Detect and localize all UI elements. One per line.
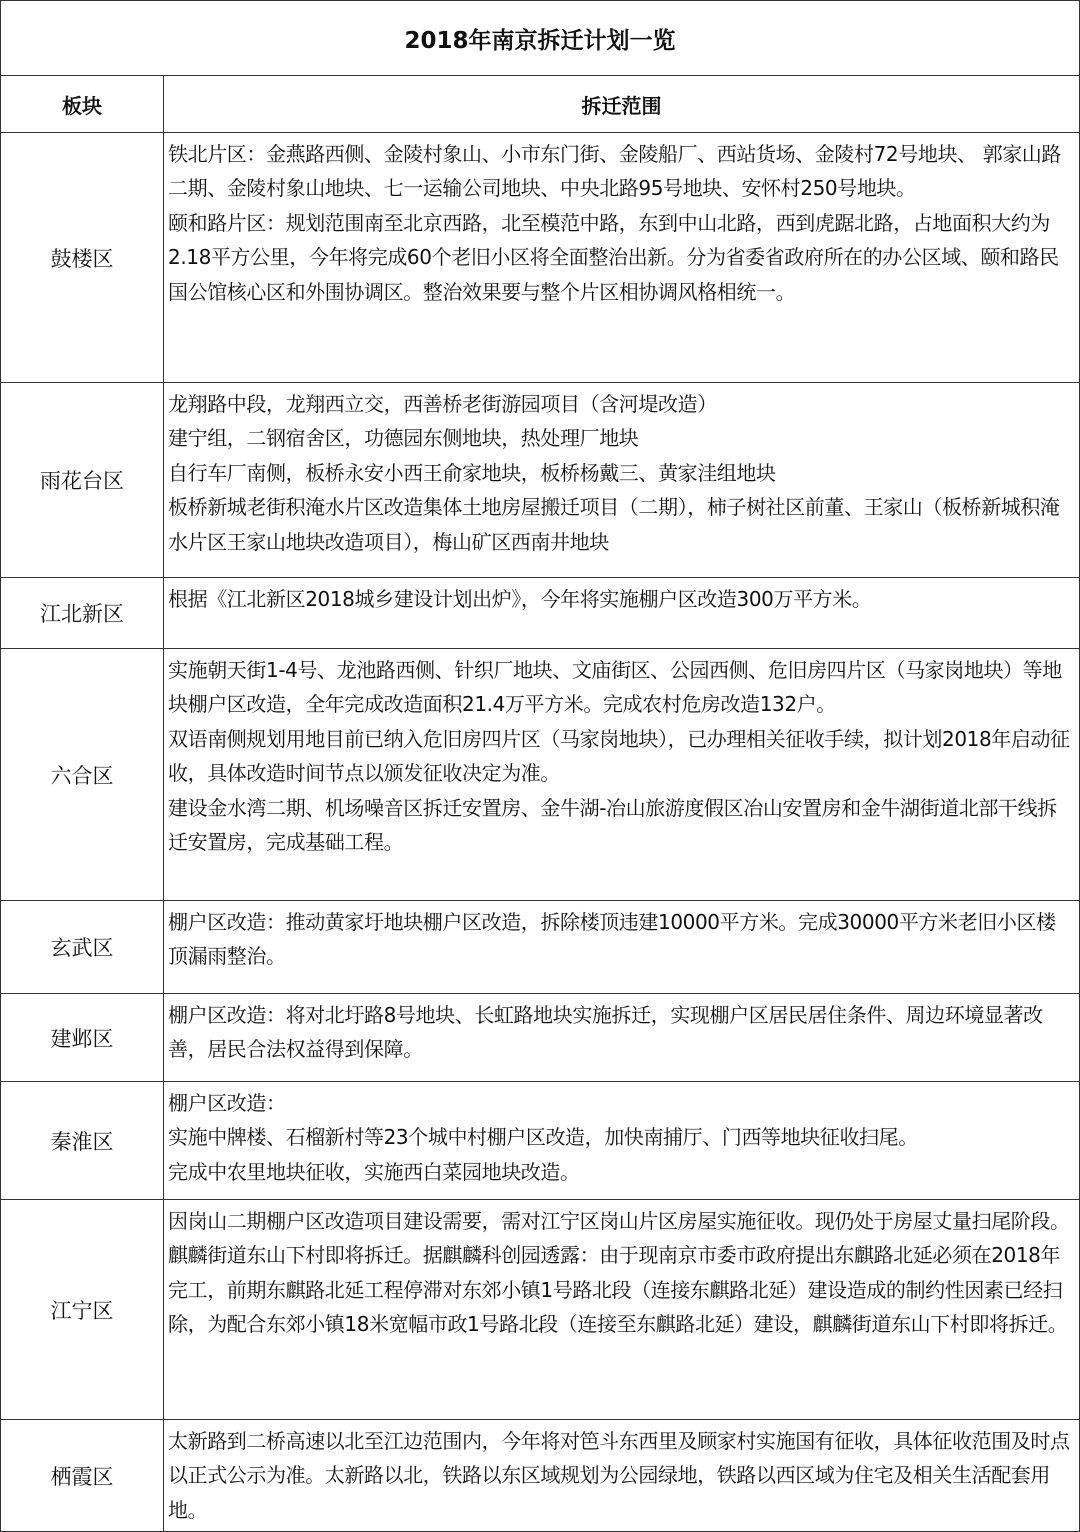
district-cell: 建邺区	[1, 994, 164, 1082]
scope-paragraph: 铁北片区：金燕路西侧、金陵村象山、小市东门街、金陵船厂、西站货场、金陵村72号地块、 郭家山路二期、金陵村象山地块、七一运输公司地块、中央北路95号地块、安怀村250号地块。	[168, 142, 1062, 201]
scope-paragraph: 完成中农里地块征收，实施西白菜园地块改造。	[168, 1159, 580, 1184]
district-cell: 雨花台区	[1, 383, 164, 578]
scope-cell	[164, 649, 1080, 901]
scope-paragraph: 双语南侧规划用地目前已纳入危旧房四片区（马家岗地块），已办理相关征收手续，拟计划2018年启动征收，具体改造时间节点以颁发征收决定为准。	[168, 726, 1070, 786]
table-row	[1, 1082, 1080, 1200]
district-cell: 江宁区	[1, 1200, 164, 1420]
scope-paragraph: 建宁组，二钢宿舍区，功德园东侧地块，热处理厂地块	[168, 426, 639, 451]
table-title: 2018年南京拆迁计划一览	[1, 1, 1080, 76]
scope-cell	[164, 578, 1080, 649]
scope-paragraph: 棚户区改造：	[168, 1091, 286, 1115]
table-row	[1, 994, 1080, 1082]
table-body	[1, 1, 1080, 1532]
scope-cell	[164, 1082, 1080, 1200]
scope-cell	[164, 133, 1080, 383]
table-row	[1, 133, 1080, 383]
scope-paragraph: 麒麟街道东山下村即将拆迁。据麒麟科创园透露：由于现南京市委市政府提出东麒路北延必须在2018年完工，前期东麒路北延工程停滞对东郊小镇1号路北段（连接东麒路北延）建设造成的制约性因素已经扫除，为配合东郊小镇18米宽幅市政1号路北段（连接至东麒路北延）建设，麒麟街道东山下村即将拆迁。	[168, 1243, 1068, 1337]
scope-cell	[164, 1420, 1080, 1532]
header-district: 板块	[1, 76, 164, 133]
table-row	[1, 1200, 1080, 1420]
table-row	[1, 578, 1080, 649]
district-cell: 六合区	[1, 649, 164, 901]
scope-paragraph: 棚户区改造：将对北圩路8号地块、长虹路地块实施拆迁，实现棚户区居民居住条件、周边环境显著改善，居民合法权益得到保障。	[168, 1003, 1043, 1062]
scope-paragraph: 实施中牌楼、石榴新村等23个城中村棚户区改造，加快南捕厅、门西等地块征收扫尾。	[168, 1125, 918, 1150]
title-row	[1, 1, 1080, 76]
scope-paragraph: 太新路到二桥高速以北至江边范围内，今年将对笆斗东西里及顾家村实施国有征收，具体征收范围及时点以正式公示为准。太新路以北，铁路以东区域规划为公园绿地，铁路以西区域为住宅及相关生活配套用地。	[168, 1429, 1070, 1522]
scope-paragraph: 棚户区改造：推动黄家圩地块棚户区改造，拆除楼顶违建10000平方米。完成30000平方米老旧小区楼顶漏雨整治。	[168, 910, 1056, 969]
header-row	[1, 76, 1080, 133]
table-row	[1, 649, 1080, 901]
table-row	[1, 383, 1080, 578]
scope-paragraph: 建设金水湾二期、机场噪音区拆迁安置房、金牛湖-冶山旅游度假区冶山安置房和金牛湖街道北部干线拆迁安置房，完成基础工程。	[168, 795, 1057, 855]
scope-cell	[164, 1200, 1080, 1420]
scope-paragraph: 板桥新城老街积淹水片区改造集体土地房屋搬迁项目（二期），柿子树社区前董、王家山（板桥新城积淹水片区王家山地块改造项目），梅山矿区西南井地块	[168, 495, 1060, 554]
table-row	[1, 1420, 1080, 1532]
table-row	[1, 901, 1080, 994]
district-cell: 秦淮区	[1, 1082, 164, 1200]
scope-cell	[164, 901, 1080, 994]
district-cell: 栖霞区	[1, 1420, 164, 1532]
scope-paragraph: 颐和路片区：规划范围南至北京西路，北至模范中路，东到中山北路，西到虎踞北路，占地面积大约为2.18平方公里，今年将完成60个老旧小区将全面整治出新。分为省委省政府所在的办公区域、颐和路民国公馆核心区和外围协调区。整治效果要与整个片区相协调风格相统一。	[168, 210, 1059, 304]
scope-paragraph: 根据《江北新区2018城乡建设计划出炉》，今年将实施棚户区改造300万平方米。	[168, 587, 872, 611]
district-cell: 玄武区	[1, 901, 164, 994]
district-cell: 江北新区	[1, 578, 164, 649]
scope-paragraph: 自行车厂南侧，板桥永安小西王俞家地块，板桥杨戴三、黄家洼组地块	[168, 460, 776, 485]
scope-paragraph: 龙翔路中段，龙翔西立交，西善桥老街游园项目（含河堤改造）	[168, 392, 717, 416]
scope-paragraph: 因岗山二期棚户区改造项目建设需要，需对江宁区岗山片区房屋实施征收。现仍处于房屋丈量扫尾阶段。	[168, 1209, 1070, 1233]
scope-paragraph: 实施朝天街1-4号、龙池路西侧、针织厂地块、文庙街区、公园西侧、危旧房四片区（马家岗地块）等地块棚户区改造，全年完成改造面积21.4万平方米。完成农村危房改造132户。	[168, 658, 1062, 717]
header-scope: 拆迁范围	[164, 76, 1080, 133]
scope-cell	[164, 994, 1080, 1082]
district-cell: 鼓楼区	[1, 133, 164, 383]
scope-cell	[164, 383, 1080, 578]
